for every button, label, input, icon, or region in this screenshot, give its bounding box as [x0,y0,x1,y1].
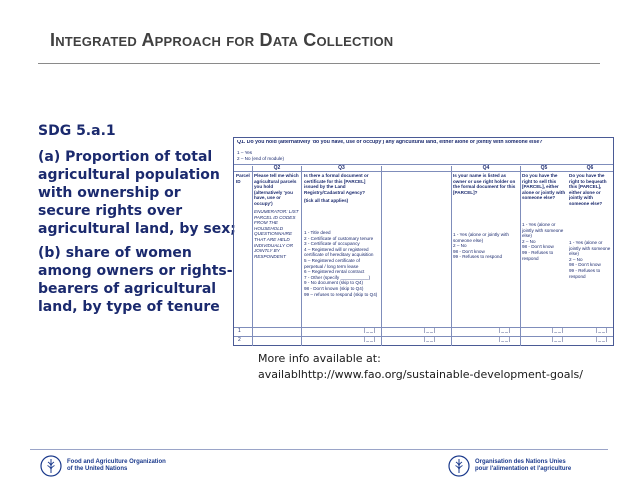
answer-box[interactable]: |__| [552,328,565,334]
indicator-part-b: (b) share of women among owners or rights-bearers of agricultural land, by type of tenure [38,245,233,315]
header-q3: Q3 [338,165,345,171]
q6-options: 1 - Yes (alone or jointly with someone else) 2 – No 98 - Don't know 99 - Refuses to respond [569,240,611,279]
q1-question: Q1. Do you hold (alternatively 'do you have, use or occupy') any agricultural land, either alone or jointly with someone else? [237,140,543,145]
q4-text: Is your name is listed as owner or use right holder on the formal document for this [PARCEL]? [453,173,516,195]
header-q5: Q5 [540,165,548,171]
col-divider [381,166,382,346]
fao-logo-icon [448,455,470,477]
col-divider [252,166,253,346]
q3-tick-note: (tick all that applies) [304,198,349,203]
fao-logo-icon [40,455,62,477]
answer-box[interactable]: |__| [552,337,565,343]
q5-text: Do you have the right to sell this [PARCEL], either alone or jointly with someone else? [522,173,566,201]
more-info-link[interactable]: More info available at: availablhttp://www.fao.org/sustainable-development-goals/ [258,352,583,381]
row-label-1: 1 [238,328,241,334]
q2-enumerator-note: ENUMERATOR: LIST PARCEL ID CODES FROM THE HOUSEHOLD QUESTIONNAIRE THAT ARE HELD INDIVIDUALLY OR JOINTLY BY RESPONDENT [254,209,299,259]
form-divider [234,164,613,165]
indicator-description [38,122,238,322]
answer-box[interactable]: |__| [596,328,609,334]
sdg-label: SDG 5.a.1 [38,123,116,139]
q5-options: 1 - Yes (alone or jointly with someone else) 2 – No 98 - Don't know 99 - Refuses to respond [522,222,564,261]
header-q6: Q6 [586,165,594,171]
col-divider [520,166,521,346]
indicator-part-a: (a) Proportion of total agricultural population with ownership or secure rights over agricultural land, by sex; [38,149,236,237]
parcel-id-header: Parcel ID [236,173,250,184]
answer-box[interactable]: |__| [424,337,437,343]
slide-title: Integrated Approach for Data Collection [50,30,394,50]
org-name-fr: Organisation des Nations Unies pour l'alimentation et l'agriculture [475,459,572,472]
q6-text: Do you have the right to bequeath this [PARCEL], either alone or jointly with someone else? [569,173,607,206]
answer-box[interactable]: |__| [424,328,437,334]
answer-box[interactable]: |__| [364,337,377,343]
questionnaire-form [233,137,614,346]
footer-divider [30,449,608,450]
row-label-2: 2 [238,337,241,343]
header-q2: Q2 [273,165,281,171]
q3-text: Is there a formal document or certificate for this [PARCEL] issued by the Land Registry/Cadastral Agency? [304,173,369,195]
title-divider [38,63,600,64]
q1-option-yes: 1 – Yes [237,150,253,155]
answer-box[interactable]: |__| [596,337,609,343]
org-name-en: Food and Agriculture Organization of the United Nations [67,459,166,472]
answer-box[interactable]: |__| [499,328,512,334]
q4-options: 1 - Yes (alone or jointly with someone else) 2 – No 98 - Don't know 99 - Refuses to respond [453,232,509,260]
col-divider [301,166,302,346]
answer-box[interactable]: |__| [364,328,377,334]
col-divider [451,166,452,346]
q1-options [237,150,357,161]
q2-text: Please tell me which agricultural parcels you hold (alternatively 'you have, use or occupy') [254,173,299,206]
q1-option-no: 2 – No (end of module) [237,155,284,161]
q3-options: 1 - Title deed 2 - Certificate of customary tenure 3 - Certificate of occupancy 4 – Registered will or registered certificate of hereditary acquisition 5 – Registered certificate of perpetual / long term lease 6 – Registered rental contract 7 - Other (specify ___________) 9 - No document (skip to Q4) 98 - Don't known (skip to Q4) 99 – refuses to respond (skip to Q4) [304,230,378,297]
answer-box[interactable]: |__| [499,337,512,343]
header-q4: Q4 [482,165,490,171]
